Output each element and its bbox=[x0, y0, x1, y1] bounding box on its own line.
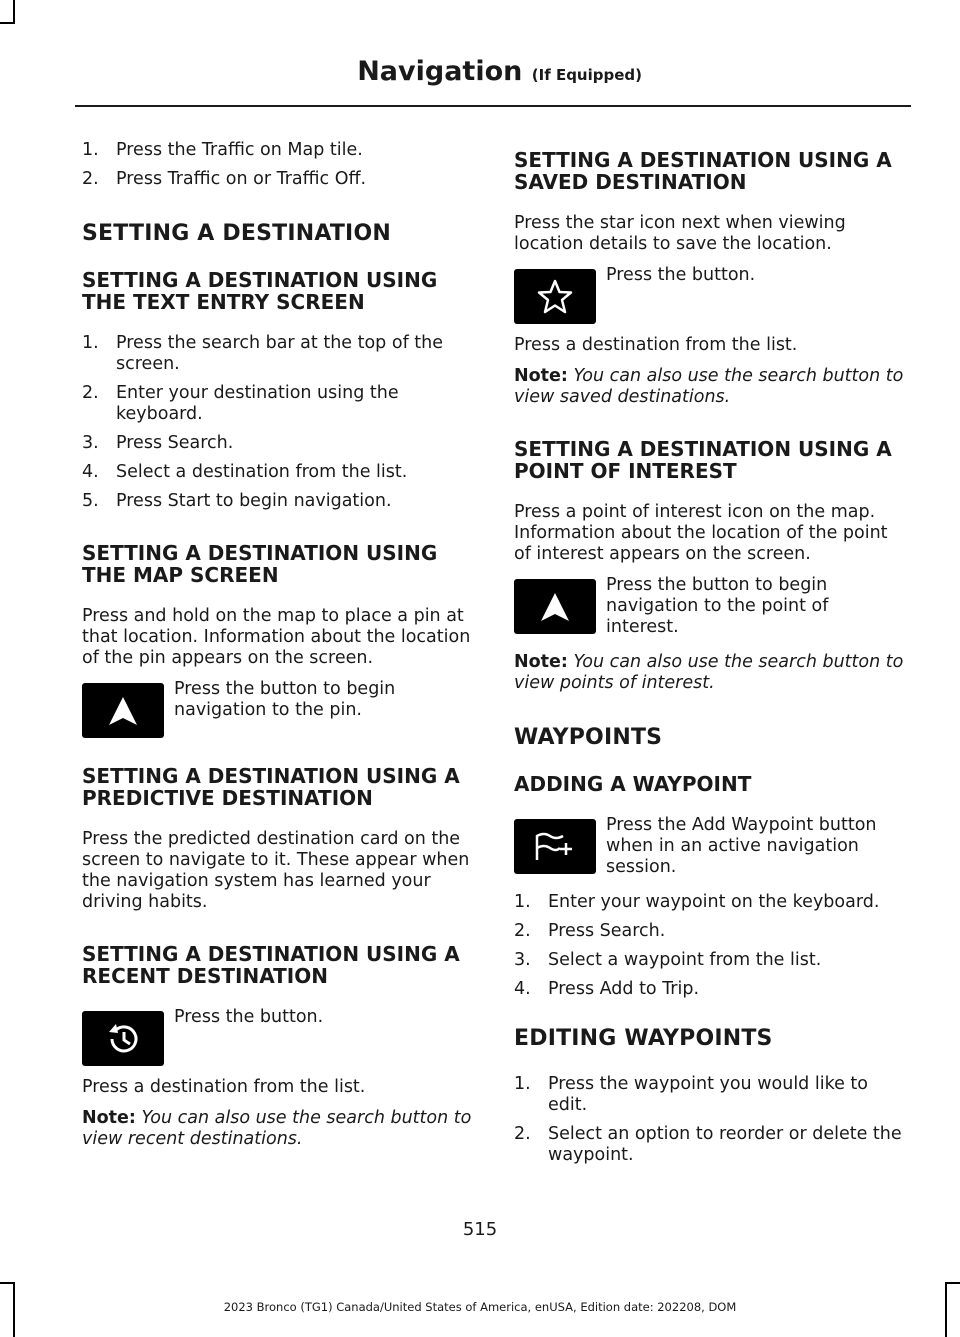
page-number: 515 bbox=[462, 1219, 498, 1240]
crop-mark bbox=[0, 22, 15, 24]
list-item: 4. Press Add to Trip. bbox=[514, 979, 700, 999]
list-item: 2. Enter your destination using the keyboard. bbox=[82, 383, 399, 424]
icon-row-map bbox=[82, 679, 472, 735]
paragraph: Press the star icon next when viewing location details to save the location. bbox=[514, 213, 846, 254]
text-entry-steps bbox=[82, 333, 472, 512]
heading-editing-waypoints: EDITING WAYPOINTS bbox=[514, 1026, 773, 1051]
note: Note: You can also use the search button to view recent destinations. bbox=[82, 1108, 472, 1149]
heading-adding-waypoint: ADDING A WAYPOINT bbox=[514, 772, 752, 796]
right-column bbox=[514, 140, 904, 1174]
icon-row-poi bbox=[514, 575, 904, 638]
star-icon bbox=[514, 269, 596, 324]
list-item: 1. Enter your waypoint on the keyboard. bbox=[514, 892, 880, 912]
icon-row-recent bbox=[82, 1007, 472, 1063]
navigation-arrow-icon bbox=[82, 683, 164, 738]
traffic-steps bbox=[82, 140, 472, 190]
heading-map-screen: SETTING A DESTINATION USING THE MAP SCREEN bbox=[82, 541, 438, 587]
list-item: 1. Press the Traffic on Map tile. bbox=[82, 140, 363, 160]
icon-caption: Press the button to begin navigation to the point of interest. bbox=[606, 575, 829, 637]
paragraph: Press the predicted destination card on the screen to navigate to it. These appear when the navigation system has learned your driving habits. bbox=[82, 829, 470, 912]
header-divider bbox=[75, 105, 911, 107]
paragraph: Press and hold on the map to place a pin at that location. Information about the location of the pin appears on the screen. bbox=[82, 606, 471, 668]
add-waypoint-flag-icon bbox=[514, 819, 596, 874]
list-item: 5. Press Start to begin navigation. bbox=[82, 491, 392, 511]
paragraph: Press a destination from the list. bbox=[514, 335, 798, 355]
history-clock-icon bbox=[82, 1011, 164, 1066]
navigation-arrow-icon bbox=[514, 579, 596, 634]
icon-row-saved bbox=[514, 265, 904, 321]
heading-text-entry: SETTING A DESTINATION USING THE TEXT ENTRY SCREEN bbox=[82, 268, 438, 314]
paragraph: Press a point of interest icon on the map. Information about the location of the point of interest appears on the screen. bbox=[514, 502, 888, 564]
list-item: 1. Press the search bar at the top of the screen. bbox=[82, 333, 444, 374]
list-item: 2. Press Search. bbox=[514, 921, 666, 941]
heading-poi: SETTING A DESTINATION USING A POINT OF INTEREST bbox=[514, 437, 892, 483]
header-title: Navigation bbox=[357, 56, 523, 87]
list-item: 1. Press the waypoint you would like to edit. bbox=[514, 1074, 868, 1115]
heading-saved: SETTING A DESTINATION USING A SAVED DESTINATION bbox=[514, 148, 892, 194]
crop-mark bbox=[945, 1282, 960, 1284]
heading-setting-destination: SETTING A DESTINATION bbox=[82, 221, 391, 246]
icon-caption: Press the button to begin navigation to the pin. bbox=[174, 679, 396, 720]
header-subtitle: (If Equipped) bbox=[531, 66, 642, 84]
list-item: 3. Select a waypoint from the list. bbox=[514, 950, 822, 970]
crop-mark bbox=[13, 0, 15, 22]
editing-waypoint-steps bbox=[514, 1074, 904, 1166]
list-item: 2. Press Traffic on or Traffic Off. bbox=[82, 169, 367, 189]
list-item: 2. Select an option to reorder or delete the waypoint. bbox=[514, 1124, 902, 1165]
list-item: 3. Press Search. bbox=[82, 433, 234, 453]
adding-waypoint-steps bbox=[514, 892, 904, 1000]
icon-caption: Press the button. bbox=[174, 1007, 324, 1027]
crop-mark bbox=[0, 1282, 15, 1284]
icon-caption: Press the Add Waypoint button when in an active navigation session. bbox=[606, 815, 877, 877]
list-item: 4. Select a destination from the list. bbox=[82, 462, 408, 482]
page-header bbox=[357, 56, 642, 87]
heading-waypoints: WAYPOINTS bbox=[514, 725, 663, 750]
heading-predictive: SETTING A DESTINATION USING A PREDICTIVE DESTINATION bbox=[82, 764, 460, 810]
paragraph: Press a destination from the list. bbox=[82, 1077, 366, 1097]
icon-caption: Press the button. bbox=[606, 265, 756, 285]
left-column bbox=[82, 140, 472, 1160]
note: Note: You can also use the search button to view points of interest. bbox=[514, 652, 904, 693]
note: Note: You can also use the search button to view saved destinations. bbox=[514, 366, 904, 407]
footer: 2023 Bronco (TG1) Canada/United States of America, enUSA, Edition date: 202208, DOM bbox=[223, 1300, 737, 1314]
icon-row-waypoint bbox=[514, 815, 904, 878]
heading-recent: SETTING A DESTINATION USING A RECENT DESTINATION bbox=[82, 942, 460, 988]
